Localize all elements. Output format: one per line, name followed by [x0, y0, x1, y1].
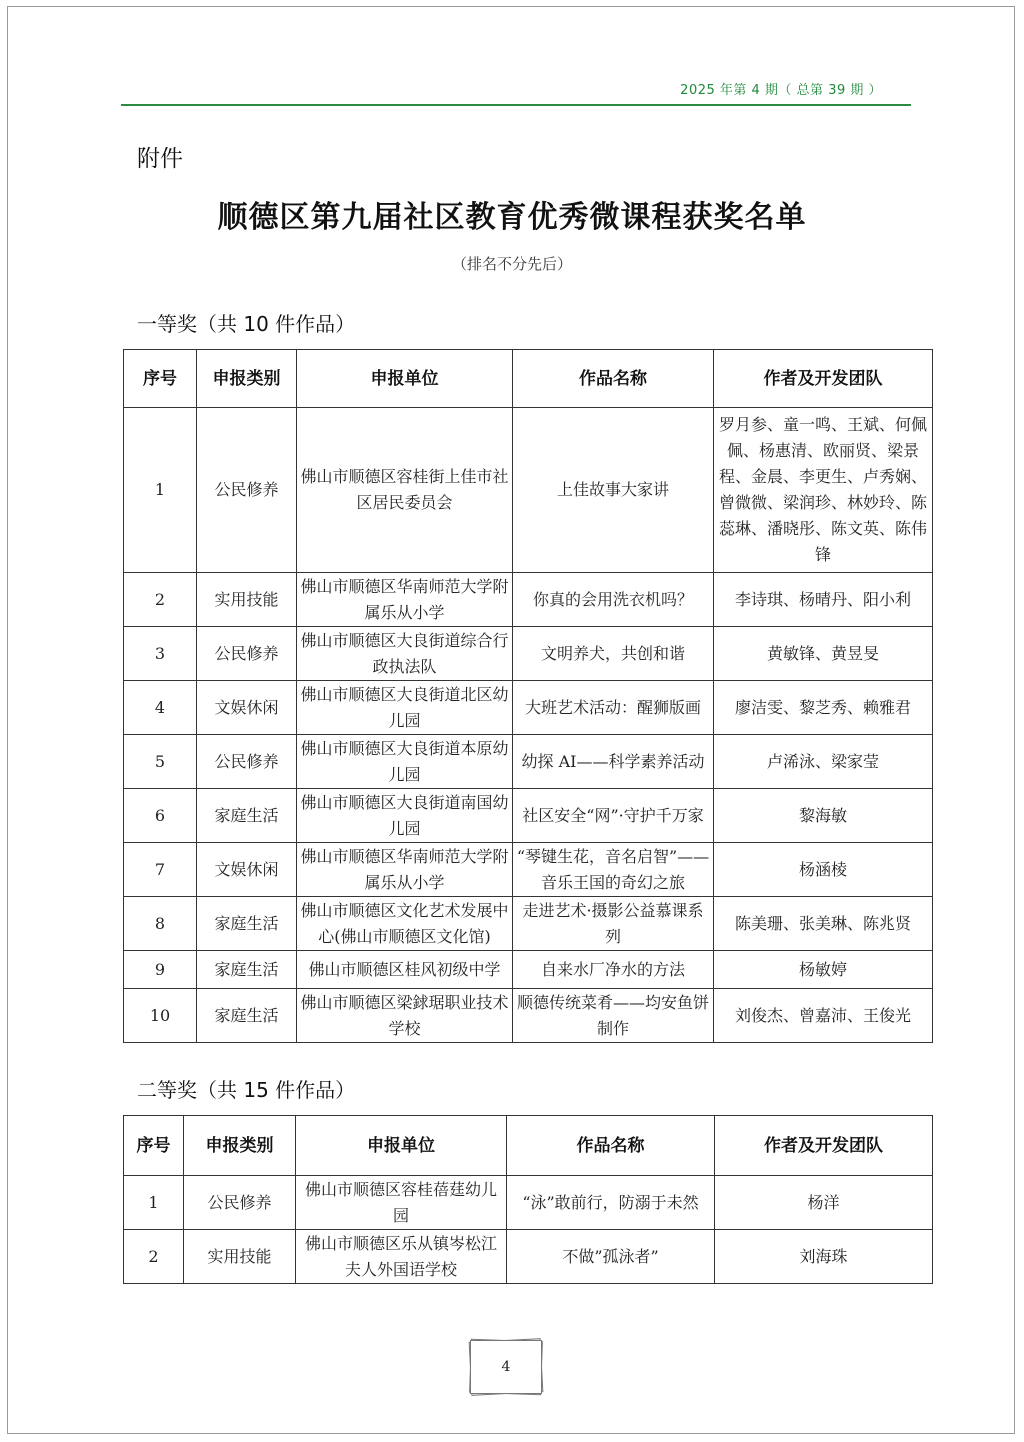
cell-no: 1	[124, 1176, 184, 1230]
cell-category: 文娱休闲	[197, 681, 297, 735]
cell-unit: 佛山市顺德区梁銶琚职业技术学校	[297, 989, 513, 1043]
cell-authors: 刘俊杰、曾嘉沛、王俊光	[714, 989, 933, 1043]
col-header-authors: 作者及开发团队	[714, 350, 933, 408]
col-header-authors: 作者及开发团队	[715, 1116, 933, 1176]
cell-unit: 佛山市顺德区华南师范大学附属乐从小学	[297, 573, 513, 627]
cell-category: 文娱休闲	[197, 843, 297, 897]
col-header-work: 作品名称	[513, 350, 714, 408]
cell-no: 2	[124, 573, 197, 627]
col-header-no: 序号	[124, 1116, 184, 1176]
cell-authors: 罗月参、童一鸣、王斌、何佩佩、杨惠清、欧丽贤、梁景程、金晨、李更生、卢秀娴、曾微微、梁润珍、林妙玲、陈蕊琳、潘晓彤、陈文英、陈伟锋	[714, 408, 933, 573]
second-prize-heading: 二等奖（共 15 件作品）	[137, 1078, 356, 1102]
cell-no: 1	[124, 408, 197, 573]
page-number-badge	[470, 1340, 542, 1394]
cell-category: 公民修养	[197, 408, 297, 573]
cell-work: 文明养犬，共创和谐	[513, 627, 714, 681]
cell-unit: 佛山市顺德区容桂蓓莛幼儿园	[296, 1176, 507, 1230]
cell-work: 社区安全“网”·守护千万家	[513, 789, 714, 843]
table-row	[124, 1176, 933, 1230]
col-header-category: 申报类别	[184, 1116, 296, 1176]
table-row	[124, 1230, 933, 1284]
cell-authors: 廖洁雯、黎芝秀、赖雅君	[714, 681, 933, 735]
second-prize-table	[123, 1115, 933, 1284]
cell-unit: 佛山市顺德区大良街道综合行政执法队	[297, 627, 513, 681]
cell-no: 2	[124, 1230, 184, 1284]
cell-authors: 杨敏婷	[714, 951, 933, 989]
cell-work: 走进艺术·摄影公益慕课系列	[513, 897, 714, 951]
document-subtitle: （排名不分先后）	[451, 255, 572, 273]
table-row	[124, 573, 933, 627]
cell-category: 家庭生活	[197, 789, 297, 843]
cell-category: 公民修养	[197, 627, 297, 681]
issue-label: 2025 年第 4 期（ 总第 39 期 ）	[680, 83, 882, 98]
cell-work: 顺德传统菜肴——均安鱼饼制作	[513, 989, 714, 1043]
first-prize-heading: 一等奖（共 10 件作品）	[137, 312, 356, 336]
cell-no: 8	[124, 897, 197, 951]
table-row	[124, 735, 933, 789]
document-title: 顺德区第九届社区教育优秀微课程获奖名单	[217, 200, 807, 235]
first-prize-table	[123, 349, 933, 1043]
col-header-unit: 申报单位	[296, 1116, 507, 1176]
cell-unit: 佛山市顺德区文化艺术发展中心(佛山市顺德区文化馆)	[297, 897, 513, 951]
cell-work: 你真的会用洗衣机吗？	[513, 573, 714, 627]
cell-unit: 佛山市顺德区桂风初级中学	[297, 951, 513, 989]
cell-authors: 杨洋	[715, 1176, 933, 1230]
cell-unit: 佛山市顺德区容桂街上佳市社区居民委员会	[297, 408, 513, 573]
cell-category: 家庭生活	[197, 989, 297, 1043]
cell-unit: 佛山市顺德区大良街道本原幼儿园	[297, 735, 513, 789]
cell-work: “泳”敢前行，防溺于未然	[507, 1176, 715, 1230]
col-header-category: 申报类别	[197, 350, 297, 408]
cell-authors: 杨涵棱	[714, 843, 933, 897]
cell-no: 9	[124, 951, 197, 989]
cell-category: 家庭生活	[197, 951, 297, 989]
table-row	[124, 681, 933, 735]
cell-authors: 卢浠泳、梁家莹	[714, 735, 933, 789]
cell-authors: 黄敏锋、黄昱旻	[714, 627, 933, 681]
cell-work: “琴键生花，音名启智”——音乐王国的奇幻之旅	[513, 843, 714, 897]
cell-category: 家庭生活	[197, 897, 297, 951]
table-row	[124, 989, 933, 1043]
table-row	[124, 789, 933, 843]
attachment-label: 附件	[137, 146, 183, 172]
cell-unit: 佛山市顺德区大良街道南国幼儿园	[297, 789, 513, 843]
cell-no: 6	[124, 789, 197, 843]
cell-work: 幼探 AI——科学素养活动	[513, 735, 714, 789]
header-divider	[121, 104, 911, 106]
cell-unit: 佛山市顺德区华南师范大学附属乐从小学	[297, 843, 513, 897]
col-header-no: 序号	[124, 350, 197, 408]
cell-category: 公民修养	[197, 735, 297, 789]
cell-work: 上佳故事大家讲	[513, 408, 714, 573]
cell-unit: 佛山市顺德区乐从镇岑松江夫人外国语学校	[296, 1230, 507, 1284]
cell-no: 5	[124, 735, 197, 789]
cell-work: 自来水厂净水的方法	[513, 951, 714, 989]
table-row	[124, 627, 933, 681]
cell-no: 7	[124, 843, 197, 897]
cell-authors: 黎海敏	[714, 789, 933, 843]
cell-authors: 刘海珠	[715, 1230, 933, 1284]
table-row	[124, 408, 933, 573]
table-header-row	[124, 1116, 933, 1176]
table-row	[124, 951, 933, 989]
cell-authors: 陈美珊、张美琳、陈兆贤	[714, 897, 933, 951]
cell-work: 大班艺术活动：醒狮版画	[513, 681, 714, 735]
cell-category: 实用技能	[184, 1230, 296, 1284]
cell-no: 10	[124, 989, 197, 1043]
cell-work: 不做”孤泳者”	[507, 1230, 715, 1284]
cell-no: 3	[124, 627, 197, 681]
cell-category: 公民修养	[184, 1176, 296, 1230]
cell-no: 4	[124, 681, 197, 735]
table-header-row	[124, 350, 933, 408]
cell-category: 实用技能	[197, 573, 297, 627]
col-header-unit: 申报单位	[297, 350, 513, 408]
table-row	[124, 843, 933, 897]
cell-authors: 李诗琪、杨晴丹、阳小利	[714, 573, 933, 627]
table-row	[124, 897, 933, 951]
cell-unit: 佛山市顺德区大良街道北区幼儿园	[297, 681, 513, 735]
col-header-work: 作品名称	[507, 1116, 715, 1176]
page-number: 4	[501, 1359, 511, 1375]
